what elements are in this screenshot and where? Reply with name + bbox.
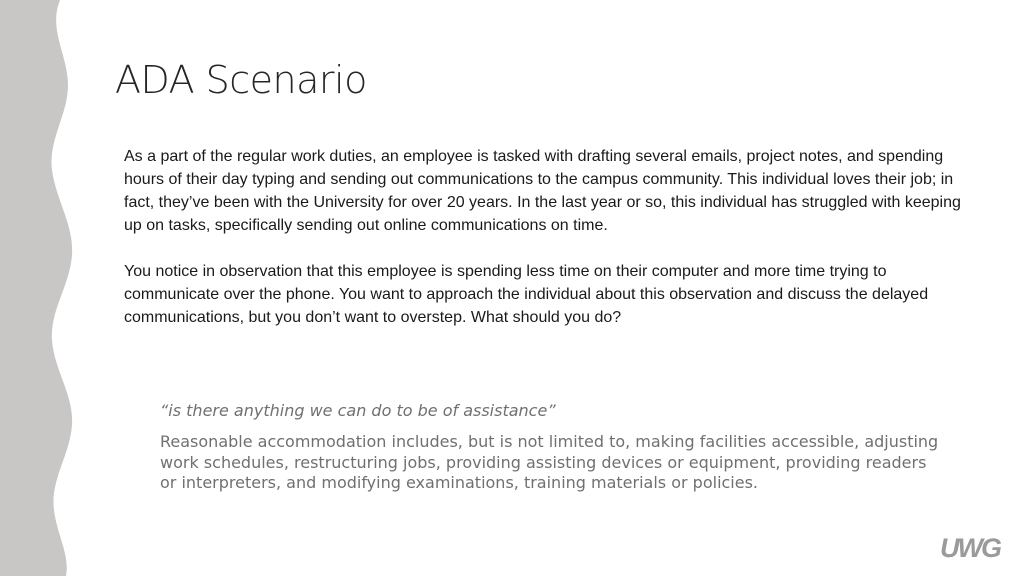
svg-text:UWG: UWG <box>940 534 1000 560</box>
slide-title: ADA Scenario <box>115 58 367 102</box>
accommodation-definition: Reasonable accommodation includes, but is not limited to, making facilities accessible, adjusting work schedules, restructuring jobs, providing assisting devices or equipment, providing readers or interpreters, and modifying examinations, training materials or policies. <box>160 432 939 492</box>
assistance-quote: “is there anything we can do to be of assistance” <box>160 401 556 420</box>
uwg-logo <box>940 534 1010 560</box>
decorative-side-wave <box>0 0 80 576</box>
scenario-paragraph-2: You notice in observation that this employee is spending less time on their computer and more time trying to communicate over the phone. You want to approach the individual about this observation and discuss the delayed communications, but you don’t want to overstep. What should you do? <box>124 263 929 326</box>
scenario-paragraph-1: As a part of the regular work duties, an employee is tasked with drafting several emails, project notes, and spending hours of their day typing and sending out communications to the campus community. This individual loves their job; in fact, they’ve been with the University for over 20 years. In the last year or so, this individual has struggled with keeping up on tasks, specifically sending out online communications on time. <box>124 148 961 234</box>
scenario-text <box>124 145 974 329</box>
